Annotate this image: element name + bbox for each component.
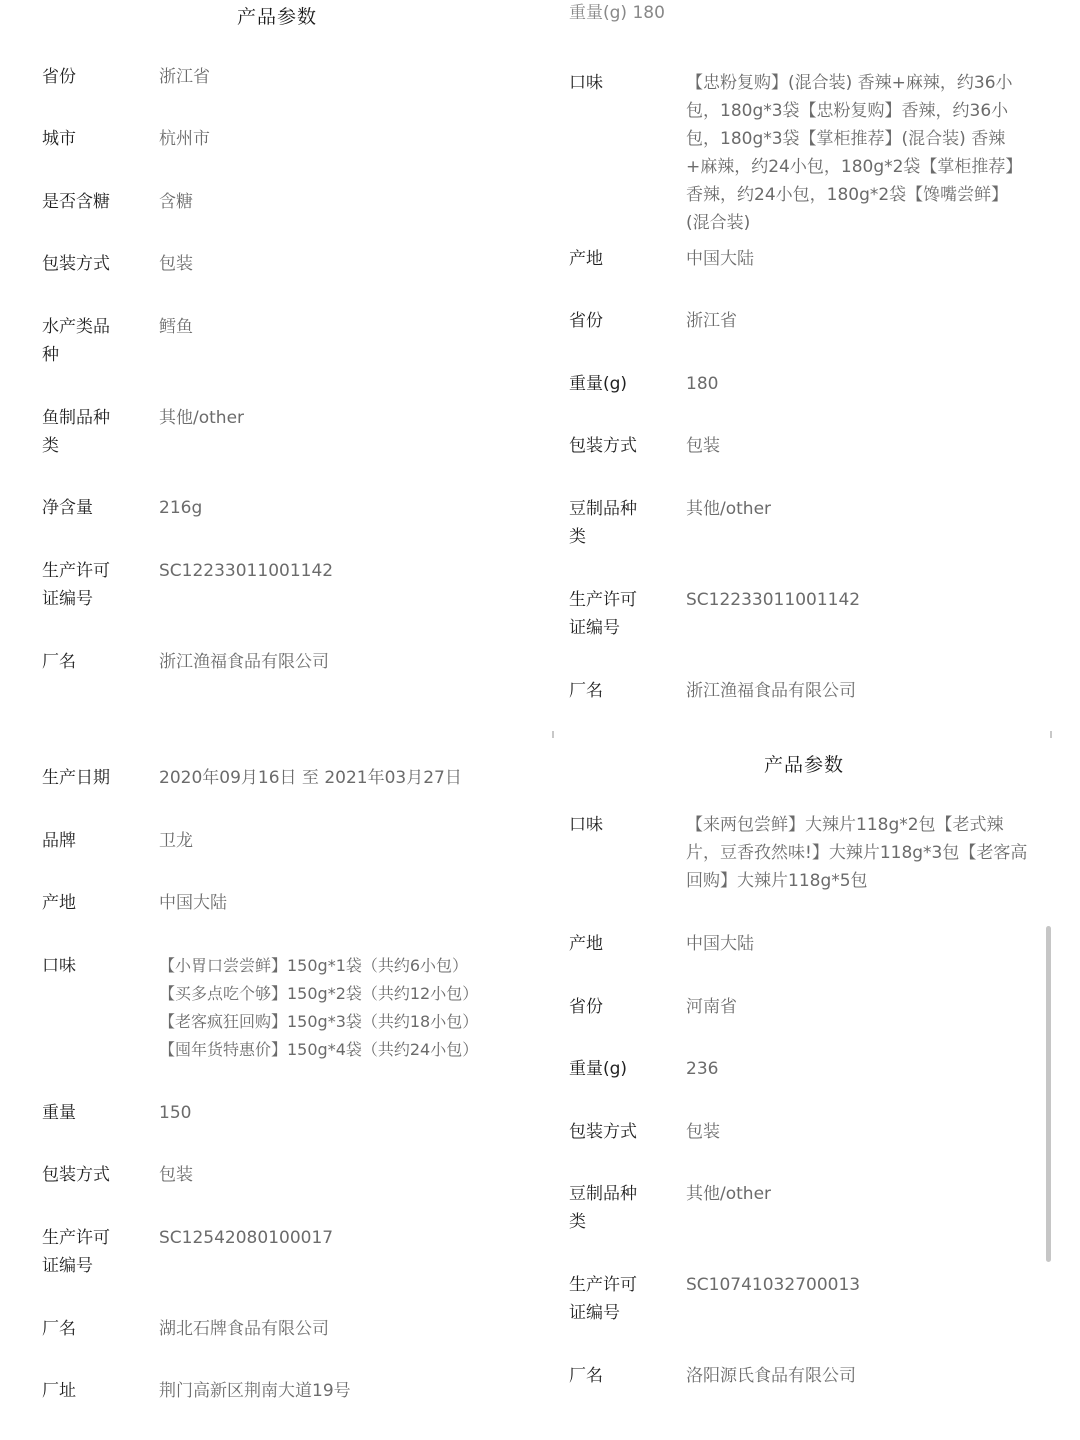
param-label: 厂名 bbox=[42, 652, 76, 672]
param-label: 重量(g) bbox=[569, 1059, 628, 1079]
cut-off-text: 重量(g) 180 bbox=[569, 3, 665, 23]
param-value: 【来两包尝鲜】大辣片118g*2包【老式辣片，豆香孜然味!】大辣片118g*3包【老客高回购】大辣片118g*5包 bbox=[686, 815, 1028, 891]
param-value-list bbox=[159, 952, 512, 1064]
param-value: 包装 bbox=[159, 1165, 193, 1185]
param-value: 含糖 bbox=[159, 192, 193, 212]
param-value: 中国大陆 bbox=[686, 934, 754, 954]
param-label: 净含量 bbox=[42, 498, 93, 518]
param-label: 是否含糖 bbox=[42, 192, 110, 212]
param-label: 产地 bbox=[569, 249, 603, 269]
param-label: 水产类品种 bbox=[42, 317, 110, 365]
flavor-line: 【囤年货特惠价】150g*4袋（共约24小包） bbox=[159, 1040, 479, 1059]
divider-tick bbox=[1050, 731, 1052, 738]
param-value: 其他/other bbox=[686, 1184, 772, 1204]
param-value: 2020年09月16日 至 2021年03月27日 bbox=[159, 768, 462, 788]
param-label: 口味 bbox=[42, 956, 76, 976]
param-value: 包装 bbox=[686, 436, 720, 456]
panel-b bbox=[569, 0, 1039, 725]
scrollbar[interactable] bbox=[1046, 926, 1051, 1262]
param-value: 150 bbox=[159, 1103, 192, 1123]
param-value: 浙江省 bbox=[686, 311, 737, 331]
flavor-line: 【买多点吃个够】150g*2袋（共约12小包） bbox=[159, 984, 479, 1003]
param-label: 省份 bbox=[42, 67, 76, 87]
param-value: 中国大陆 bbox=[686, 249, 754, 269]
param-label: 省份 bbox=[569, 997, 603, 1017]
param-label: 厂址 bbox=[42, 1381, 76, 1401]
param-label: 包装方式 bbox=[42, 1165, 110, 1185]
param-value: SC12233011001142 bbox=[159, 561, 334, 581]
panel-d-title: 产品参数 bbox=[763, 754, 844, 776]
param-value: 浙江渔福食品有限公司 bbox=[159, 652, 329, 672]
param-value: 河南省 bbox=[686, 997, 737, 1017]
param-label: 口味 bbox=[569, 73, 603, 93]
param-value: 湖北石牌食品有限公司 bbox=[159, 1319, 329, 1339]
flavor-line: 【小胃口尝尝鲜】150g*1袋（共约6小包） bbox=[159, 956, 469, 975]
param-label: 重量 bbox=[42, 1103, 76, 1123]
param-label: 包装方式 bbox=[569, 1122, 637, 1142]
param-label: 城市 bbox=[42, 129, 76, 149]
param-label: 生产许可证编号 bbox=[569, 1275, 637, 1323]
panel-d bbox=[569, 740, 1039, 1430]
flavor-line: 【老客疯狂回购】150g*3袋（共约18小包） bbox=[159, 1012, 479, 1031]
param-value: 鳕鱼 bbox=[159, 317, 193, 337]
param-value: 卫龙 bbox=[159, 831, 193, 851]
param-value: SC10741032700013 bbox=[686, 1275, 861, 1295]
param-label: 生产日期 bbox=[42, 768, 110, 788]
param-value: SC12542080100017 bbox=[159, 1228, 334, 1248]
param-label: 鱼制品种类 bbox=[42, 408, 110, 456]
param-value: 洛阳源氏食品有限公司 bbox=[686, 1366, 856, 1386]
param-value: 中国大陆 bbox=[159, 893, 227, 913]
param-label: 重量(g) bbox=[569, 374, 628, 394]
param-label: 厂名 bbox=[42, 1319, 76, 1339]
param-label: 产地 bbox=[569, 934, 603, 954]
param-value: 【忠粉复购】(混合装) 香辣+麻辣，约36小包，180g*3袋【忠粉复购】香辣，约36小包，180g*3袋【掌柜推荐】(混合装) 香辣+麻辣，约24小包，180g*2袋【掌柜推荐】香辣，约24小包，180g*2袋【馋嘴尝鲜】(混合装) bbox=[686, 73, 1023, 233]
param-label: 豆制品种类 bbox=[569, 499, 637, 547]
param-value: 浙江渔福食品有限公司 bbox=[686, 681, 856, 701]
param-label: 生产许可证编号 bbox=[569, 590, 637, 638]
param-label: 厂名 bbox=[569, 681, 603, 701]
param-label: 口味 bbox=[569, 815, 603, 835]
param-value: 216g bbox=[159, 498, 203, 518]
param-label: 品牌 bbox=[42, 831, 76, 851]
param-value: 180 bbox=[686, 374, 719, 394]
divider-tick bbox=[552, 731, 554, 738]
param-value: 荆门高新区荆南大道19号 bbox=[159, 1381, 351, 1401]
param-value: 236 bbox=[686, 1059, 719, 1079]
param-label: 包装方式 bbox=[569, 436, 637, 456]
param-label: 生产许可证编号 bbox=[42, 1228, 110, 1276]
param-value: 浙江省 bbox=[159, 67, 210, 87]
panel-a bbox=[42, 0, 512, 700]
param-value: 杭州市 bbox=[159, 129, 210, 149]
panel-a-title: 产品参数 bbox=[236, 6, 317, 28]
param-label: 厂名 bbox=[569, 1366, 603, 1386]
param-label: 包装方式 bbox=[42, 254, 110, 274]
param-label: 省份 bbox=[569, 311, 603, 331]
param-value: 包装 bbox=[686, 1122, 720, 1142]
param-value: 其他/other bbox=[159, 408, 245, 428]
param-label: 产地 bbox=[42, 893, 76, 913]
param-value: 其他/other bbox=[686, 499, 772, 519]
panel-c bbox=[42, 740, 512, 1430]
param-label: 生产许可证编号 bbox=[42, 561, 110, 609]
param-label: 豆制品种类 bbox=[569, 1184, 637, 1232]
cut-off-row bbox=[569, 3, 1039, 26]
param-value: SC12233011001142 bbox=[686, 590, 861, 610]
param-value: 包装 bbox=[159, 254, 193, 274]
